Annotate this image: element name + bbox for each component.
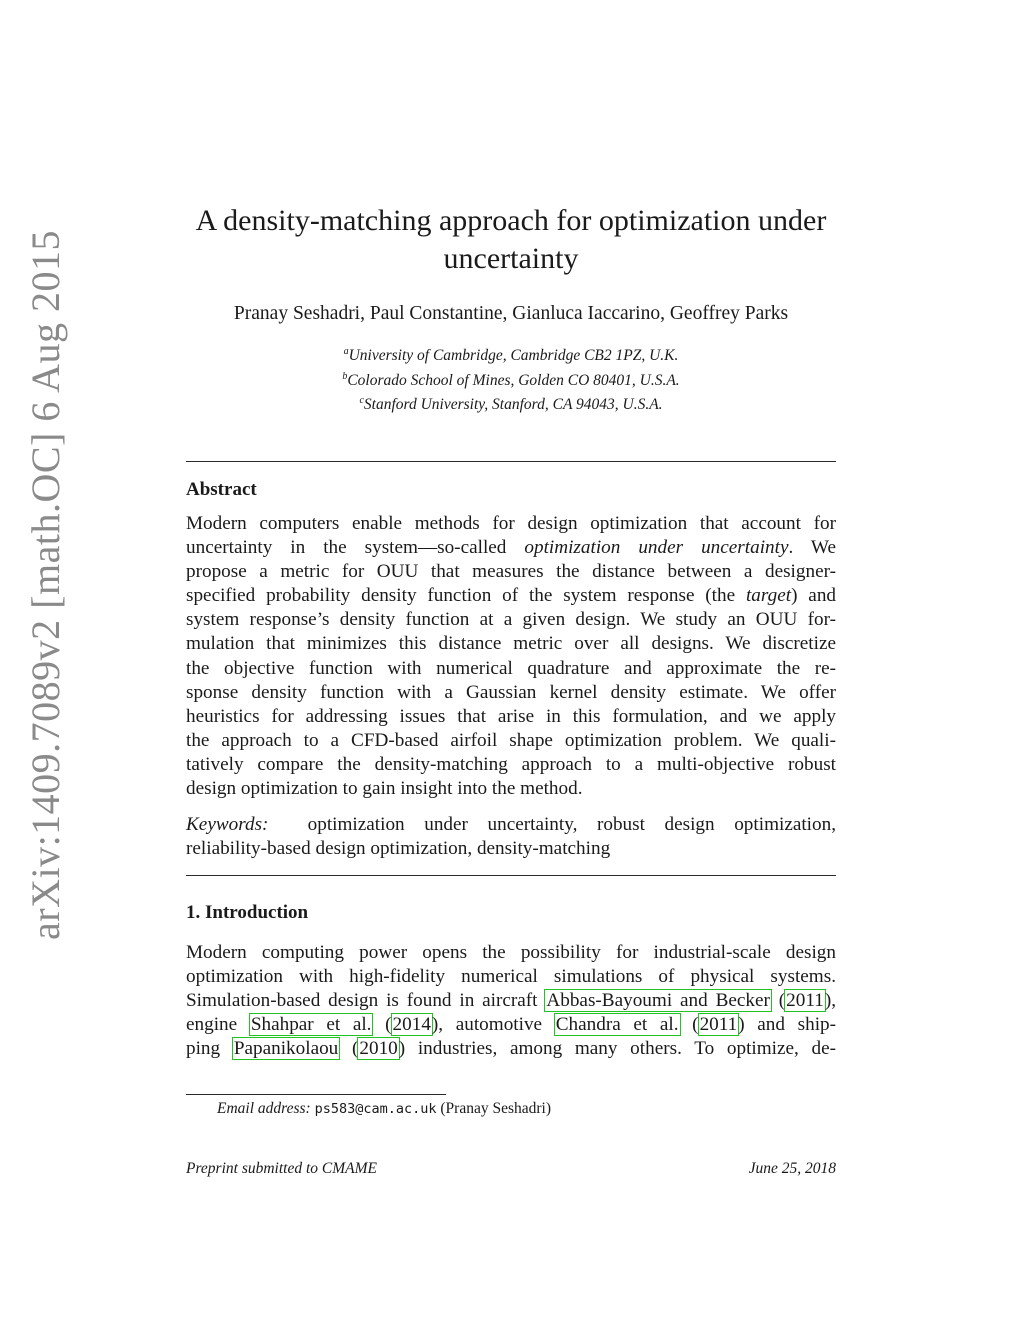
- abstract-line: system response’s density function at a given design. We study an OUU for-: [186, 609, 836, 631]
- abstract-line: heuristics for addressing issues that arise in this formulation, and we apply: [186, 705, 836, 727]
- abstract-line: Modern computers enable methods for design optimization that account for: [186, 513, 836, 534]
- citation-year-link[interactable]: 2010: [359, 1038, 398, 1060]
- abstract-line: design optimization to gain insight into the method.: [186, 778, 583, 800]
- affiliation-b: [186, 367, 836, 392]
- email-owner: (Pranay Seshadri): [440, 1100, 552, 1117]
- keywords-line: reliability-based design optimization, density-matching: [186, 838, 611, 860]
- citation-link[interactable]: Papanikolaou: [233, 1038, 339, 1060]
- preprint-note: Preprint submitted to CMAME: [186, 1160, 378, 1177]
- citation-link[interactable]: Shahpar et al.: [250, 1014, 372, 1036]
- citation-link[interactable]: Abbas-Bayoumi and Becker: [546, 990, 770, 1012]
- keywords-label: Keywords:: [186, 814, 269, 835]
- intro-line: Modern computing power opens the possibility for industrial-scale design: [186, 942, 836, 963]
- affiliation-text: Colorado School of Mines, Golden CO 80401, U.S.A.: [347, 371, 680, 389]
- citation-year-link[interactable]: 2014: [392, 1014, 431, 1036]
- text-run: engine: [186, 1014, 238, 1036]
- keywords-line: [186, 813, 836, 837]
- abstract-line: the approach to a CFD-based airfoil shape optimization problem. We quali-: [186, 729, 836, 751]
- abstract-line: [186, 584, 836, 608]
- abstract-line: sponse density function with a Gaussian kernel density estimate. We offer: [186, 681, 836, 703]
- emphasis-target: target: [745, 585, 792, 607]
- author-list: Pranay Seshadri, Paul Constantine, Gianluca Iaccarino, Geoffrey Parks: [233, 303, 789, 324]
- introduction-body: [186, 941, 836, 1061]
- abstract-line: [186, 536, 836, 560]
- intro-line: Simulation-based design is found in aircraft Abbas-Bayoumi and Becker (2011),: [186, 990, 837, 1012]
- title-line: uncertainty: [443, 242, 579, 275]
- citation-year-link[interactable]: 2011: [699, 1014, 738, 1036]
- intro-line: optimization with high-fidelity numerical simulations of physical systems.: [186, 966, 836, 988]
- text-run: ) and ship-: [738, 1014, 837, 1036]
- affiliation-mark: b: [342, 370, 348, 382]
- abstract-heading: Abstract: [186, 479, 257, 500]
- section-heading-introduction: 1. Introduction: [186, 902, 309, 923]
- email-label: Email address:: [217, 1100, 311, 1117]
- text-run: specified probability density function of the system response (the: [186, 585, 736, 607]
- footnote-email: [217, 1100, 551, 1118]
- text-run: ) industries, among many others. To optimize, de-: [398, 1038, 837, 1060]
- citation-year-link[interactable]: 2011: [786, 990, 824, 1012]
- affiliations: [186, 342, 836, 416]
- affiliation-a: [186, 342, 836, 367]
- text-run: Simulation-based design is found in aircraft: [186, 990, 538, 1012]
- affiliation-mark: c: [359, 395, 364, 407]
- footnote-divider: [186, 1094, 446, 1095]
- text-run: uncertainty in the system—so-called: [186, 537, 507, 559]
- affiliation-c: [186, 391, 836, 416]
- abstract-line: the objective function with numerical quadrature and approximate the re-: [186, 657, 836, 679]
- email-address[interactable]: ps583@cam.ac.uk: [314, 1101, 437, 1117]
- text-run: ), automotive: [431, 1014, 543, 1036]
- affiliation-text: University of Cambridge, Cambridge CB2 1PZ, U.K.: [348, 347, 679, 365]
- abstract-line: propose a metric for OUU that measures the distance between a designer-: [186, 561, 836, 583]
- text-run: ) and: [791, 585, 837, 607]
- bottom-divider: [186, 875, 836, 876]
- abstract-line: tatively compare the density-matching approach to a multi-objective robust: [186, 753, 836, 775]
- arxiv-stamp-text: arXiv:1409.7089v2 [math.OC] 6 Aug 2015: [23, 229, 68, 940]
- top-divider: [186, 461, 836, 462]
- citation-link[interactable]: Chandra et al.: [555, 1014, 679, 1036]
- affiliation-mark: a: [343, 346, 349, 357]
- text-run: . We: [788, 537, 836, 559]
- arxiv-identifier-stamp: [12, 229, 72, 940]
- abstract-line: mulation that minimizes this distance metric over all designs. We discretize: [186, 633, 836, 655]
- abstract-body: [186, 512, 836, 801]
- affiliation-text: Stanford University, Stanford, CA 94043, U.S.A.: [363, 396, 663, 414]
- intro-line: ping Papanikolaou (2010) industries, among many others. To optimize, de-: [186, 1038, 837, 1060]
- emphasis-ouu: optimization under uncertainty: [524, 537, 789, 559]
- intro-line: engine Shahpar et al. (2014), automotive Chandra et al. (2011) and ship-: [186, 1014, 837, 1036]
- title-line: A density-matching approach for optimization under: [195, 204, 827, 237]
- keywords-text: optimization under uncertainty, robust design optimization,: [307, 814, 836, 835]
- text-run: ping: [186, 1038, 221, 1060]
- preprint-date: June 25, 2018: [748, 1160, 836, 1177]
- paper-title: [186, 202, 836, 278]
- keywords-block: [186, 813, 836, 861]
